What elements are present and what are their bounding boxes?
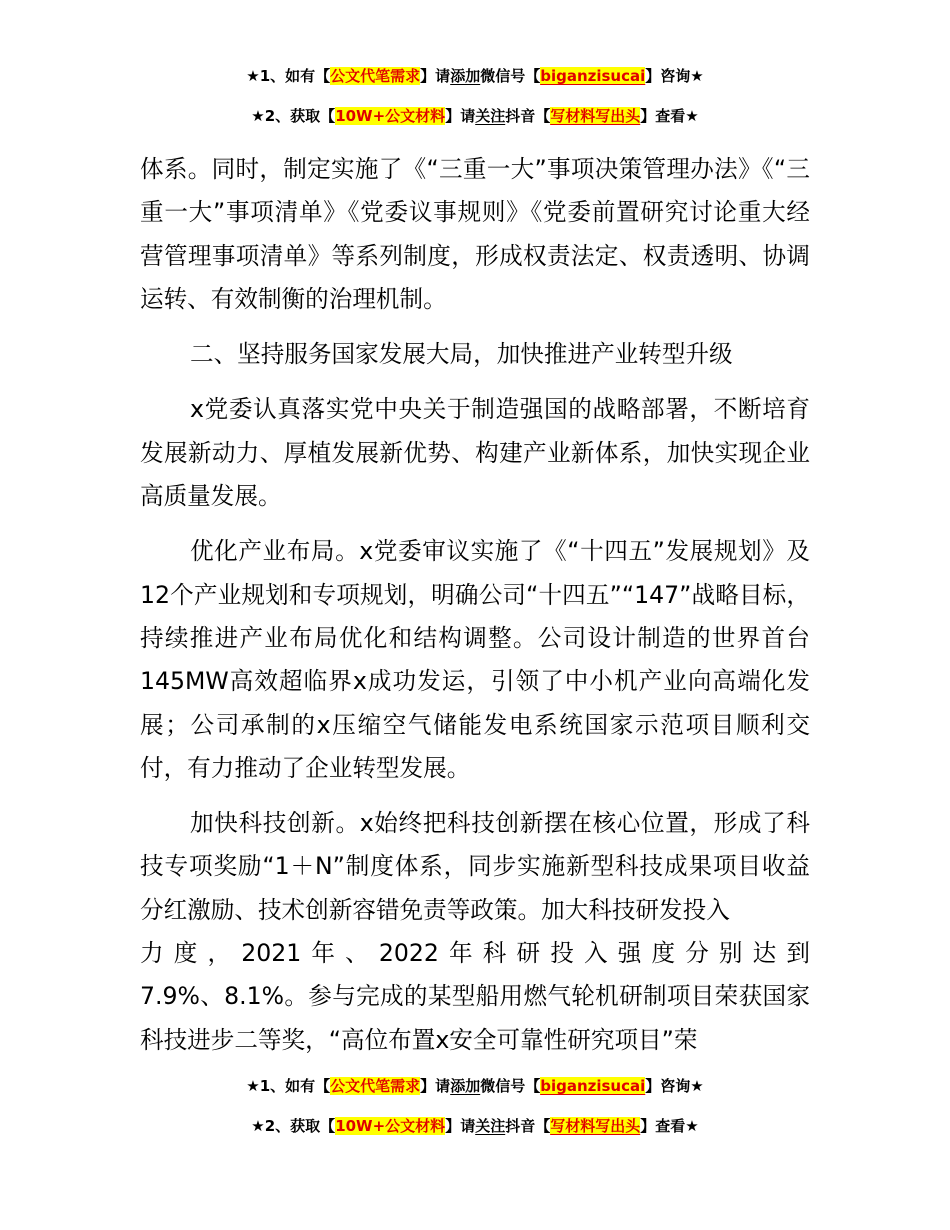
underlined-action: 关注 — [475, 107, 506, 125]
header-notice-line-1 — [0, 66, 950, 86]
highlight-service: 公文代笔需求 — [330, 67, 421, 85]
notice-text: 抖音【 — [505, 107, 551, 125]
notice-text: 微信号【 — [480, 1077, 541, 1095]
document-body — [140, 148, 810, 1062]
notice-text: 微信号【 — [480, 67, 541, 85]
notice-text: 】请 — [420, 1077, 451, 1095]
highlight-materials: 10W+公文材料 — [335, 1117, 446, 1135]
notice-text: 】查看★ — [640, 1117, 699, 1135]
paragraph-innovation-part-3: 7.9%、8.1%。参与完成的某型船用燃气轮机研制项目荣获国家科技进步二等奖，“高位布置x安全可靠性研究项目”荣 — [140, 982, 810, 1054]
highlight-materials: 10W+公文材料 — [335, 107, 446, 125]
footer-notice-line-2 — [0, 1116, 950, 1136]
notice-text: 】请 — [445, 1117, 476, 1135]
notice-text: 】请 — [420, 67, 451, 85]
douyin-account[interactable]: 写材料写出头 — [550, 1117, 641, 1135]
section-heading: 二、坚持服务国家发展大局，加快推进产业转型升级 — [190, 340, 733, 369]
paragraph-intro: x党委认真落实党中央关于制造强国的战略部署，不断培育发展新动力、厚植发展新优势、构建产业新体系，加快实现企业高质量发展。 — [140, 395, 810, 511]
notice-text: 】咨询★ — [645, 1077, 704, 1095]
footer-notice-line-1 — [0, 1076, 950, 1096]
douyin-account[interactable]: 写材料写出头 — [550, 107, 641, 125]
wechat-id[interactable]: biganzisucai — [540, 1077, 646, 1095]
notice-text: 】查看★ — [640, 107, 699, 125]
paragraph-industry-layout: 优化产业布局。x党委审议实施了《“十四五”发展规划》及12个产业规划和专项规划，明确公司“十四五”“147”战略目标，持续推进产业布局优化和结构调整。公司设计制造的世界首台145MW高效超临界x成功发运，引领了中小机产业向高端化发展；公司承制的x压缩空气储能发电系统国家示范项目顺利交付，有力推动了企业转型发展。 — [140, 537, 810, 782]
paragraph-innovation-part-1: 加快科技创新。x始终把科技创新摆在核心位置，形成了科技专项奖励“1＋N”制度体系，同步实施新型科技成果项目收益分红激励、技术创新容错免责等政策。加大科技研发投入 — [140, 809, 810, 924]
paragraph-innovation-part-2: 力度，2021年、2022年科研投入强度分别达到 — [140, 939, 810, 968]
header-notice-line-2 — [0, 106, 950, 126]
wechat-id[interactable]: biganzisucai — [540, 67, 646, 85]
paragraph-governance: 体系。同时，制定实施了《“三重一大”事项决策管理办法》《“三重一大”事项清单》《党委议事规则》《党委前置研究讨论重大经营管理事项清单》等系列制度，形成权责法定、权责透明、协调运转、有效制衡的治理机制。 — [140, 155, 810, 313]
highlight-service: 公文代笔需求 — [330, 1077, 421, 1095]
notice-text: 】请 — [445, 107, 476, 125]
underlined-action: 添加 — [450, 67, 481, 85]
notice-text: 】咨询★ — [645, 67, 704, 85]
notice-text: ★2、获取【 — [251, 1117, 336, 1135]
notice-text: ★2、获取【 — [251, 107, 336, 125]
notice-text: 抖音【 — [505, 1117, 551, 1135]
underlined-action: 关注 — [475, 1117, 506, 1135]
underlined-action: 添加 — [450, 1077, 481, 1095]
notice-text: ★1、如有【 — [246, 67, 331, 85]
notice-text: ★1、如有【 — [246, 1077, 331, 1095]
